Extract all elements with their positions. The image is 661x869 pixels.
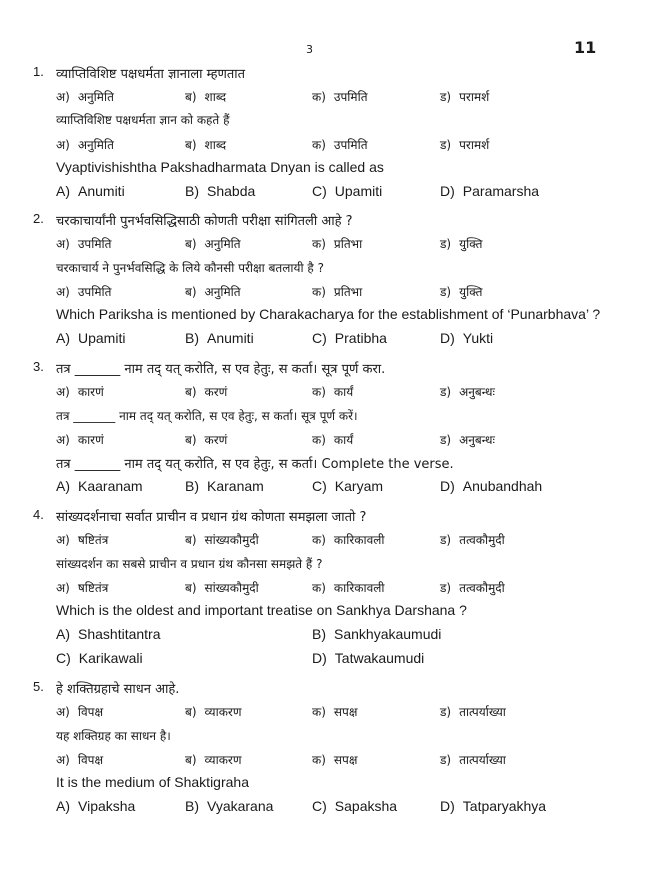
option-b-english: B) Karanam <box>185 478 264 494</box>
question-text-marathi: हे शक्तिग्रहाचे साधन आहे. <box>56 682 180 697</box>
question-text-hindi: सांख्यदर्शन का सबसे प्राचीन व प्रधान ग्रंथ कौनसा समझते हैं ? <box>56 557 323 571</box>
option-d-marathi: ड) तत्वकौमुदी <box>440 533 505 547</box>
option-d-hindi: ड) तत्वकौमुदी <box>440 581 505 595</box>
option-b-english: B) Anumiti <box>185 330 254 346</box>
option-a-marathi: अ) उपमिति <box>56 237 112 251</box>
option-d-english: D) Tatwakaumudi <box>312 650 425 666</box>
question-text-english: It is the medium of Shaktigraha <box>56 774 249 790</box>
question-number: 1. <box>33 64 44 79</box>
question-text-marathi: व्याप्तिविशिष्ट पक्षधर्मता ज्ञानाला म्हणतात <box>56 67 246 82</box>
question-number: 3. <box>33 359 44 374</box>
option-a-marathi: अ) षष्टितंत्र <box>56 533 109 547</box>
option-b-hindi: ब) अनुमिति <box>185 285 241 299</box>
option-a-english: A) Anumiti <box>56 183 125 199</box>
option-b-marathi: ब) शाब्द <box>185 90 227 104</box>
option-d-english: D) Tatparyakhya <box>440 798 547 814</box>
option-c-english: C) Sapaksha <box>312 798 398 814</box>
option-b-hindi: ब) करणं <box>185 433 228 447</box>
option-c-hindi: क) प्रतिभा <box>312 285 363 299</box>
option-a-hindi: अ) कारणं <box>56 433 104 447</box>
option-d-hindi: ड) युक्ति <box>440 285 483 299</box>
option-c-english: C) Pratibha <box>312 330 387 346</box>
option-d-hindi: ड) परामर्श <box>440 138 490 152</box>
option-b-english: B) Sankhyakaumudi <box>312 626 442 642</box>
option-c-hindi: क) सपक्ष <box>312 753 358 767</box>
option-a-hindi: अ) अनुमिति <box>56 138 114 152</box>
option-b-marathi: ब) सांख्यकौमुदी <box>185 533 259 547</box>
sheet-number: 11 <box>574 38 597 57</box>
option-c-english: C) Karyam <box>312 478 384 494</box>
option-d-marathi: ड) परामर्श <box>440 90 490 104</box>
option-b-hindi: ब) सांख्यकौमुदी <box>185 581 259 595</box>
option-c-marathi: क) कारिकावली <box>312 533 385 547</box>
question-text-english: Which is the oldest and important treatise on Sankhya Darshana ? <box>56 602 467 618</box>
option-c-hindi: क) कार्यं <box>312 433 354 447</box>
option-b-hindi: ब) व्याकरण <box>185 753 242 767</box>
question-text-english: तत्र _______ नाम तद् यत् करोति, स एव हेतुः, स कर्ता। Complete the verse. <box>56 457 454 472</box>
option-d-english: D) Paramarsha <box>440 183 540 199</box>
option-a-marathi: अ) कारणं <box>56 385 104 399</box>
question-text-english: Vyaptivishishtha Pakshadharmata Dnyan is called as <box>56 159 384 175</box>
option-b-english: B) Shabda <box>185 183 256 199</box>
option-c-marathi: क) कार्यं <box>312 385 354 399</box>
option-c-marathi: क) प्रतिभा <box>312 237 363 251</box>
option-d-hindi: ड) अनुबन्धः <box>440 433 495 447</box>
question-number: 5. <box>33 679 44 694</box>
option-b-marathi: ब) करणं <box>185 385 228 399</box>
option-b-marathi: ब) व्याकरण <box>185 705 242 719</box>
question-text-english: Which Pariksha is mentioned by Charakacharya for the establishment of ‘Punarbhava’ ? <box>56 306 601 322</box>
question-number: 2. <box>33 211 44 226</box>
option-b-english: B) Vyakarana <box>185 798 274 814</box>
option-d-english: D) Yukti <box>440 330 494 346</box>
question-text-marathi: तत्र _______ नाम तद् यत् करोति, स एव हेतुः, स कर्ता। सूत्र पूर्ण करा. <box>56 362 386 377</box>
option-a-hindi: अ) षष्टितंत्र <box>56 581 109 595</box>
page-number: 3 <box>306 43 313 56</box>
option-a-marathi: अ) विपक्ष <box>56 705 104 719</box>
option-a-hindi: अ) उपमिति <box>56 285 112 299</box>
question-text-marathi: सांख्यदर्शनाचा सर्वात प्राचीन व प्रधान ग्रंथ कोणता समझला जातो ? <box>56 510 367 525</box>
option-a-english: A) Kaaranam <box>56 478 143 494</box>
question-text-hindi: तत्र _______ नाम तद् यत् करोति, स एव हेतुः, स कर्ता। सूत्र पूर्ण करें। <box>56 409 358 423</box>
option-d-marathi: ड) तात्पर्याख्या <box>440 705 506 719</box>
question-text-hindi: चरकाचार्य ने पुनर्भवसिद्धि के लिये कौनसी परीक्षा बतलायी है ? <box>56 261 324 275</box>
option-d-marathi: ड) अनुबन्धः <box>440 385 495 399</box>
option-c-hindi: क) कारिकावली <box>312 581 385 595</box>
option-c-english: C) Upamiti <box>312 183 383 199</box>
question-text-hindi: व्याप्तिविशिष्ट पक्षधर्मता ज्ञान को कहते हैं <box>56 113 230 127</box>
option-a-marathi: अ) अनुमिति <box>56 90 114 104</box>
option-a-hindi: अ) विपक्ष <box>56 753 104 767</box>
option-a-english: A) Shashtitantra <box>56 626 161 642</box>
option-c-english: C) Karikawali <box>56 650 143 666</box>
question-text-marathi: चरकाचार्यांनी पुनर्भवसिद्धिसाठी कोणती परीक्षा सांगितली आहे ? <box>56 214 353 229</box>
option-b-marathi: ब) अनुमिति <box>185 237 241 251</box>
option-d-hindi: ड) तात्पर्याख्या <box>440 753 506 767</box>
question-text-hindi: यह शक्तिग्रह का साधन है। <box>56 729 171 743</box>
option-c-hindi: क) उपमिति <box>312 138 368 152</box>
option-a-english: A) Vipaksha <box>56 798 136 814</box>
option-d-english: D) Anubandhah <box>440 478 543 494</box>
option-b-hindi: ब) शाब्द <box>185 138 227 152</box>
option-a-english: A) Upamiti <box>56 330 126 346</box>
question-number: 4. <box>33 507 44 522</box>
option-c-marathi: क) सपक्ष <box>312 705 358 719</box>
option-c-marathi: क) उपमिति <box>312 90 368 104</box>
option-d-marathi: ड) युक्ति <box>440 237 483 251</box>
